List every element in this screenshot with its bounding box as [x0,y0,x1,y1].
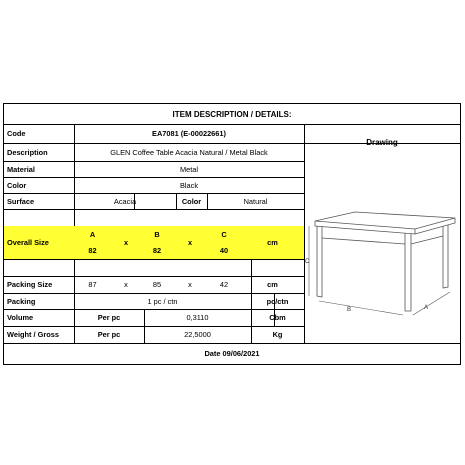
drawing-label: Drawing [366,138,398,147]
dim-c-value: 40 [207,242,241,259]
tabletop-side [415,218,455,234]
weight-label: Weight / Gross [7,330,60,339]
sheet-title: ITEM DESCRIPTION / DETAILS: [172,109,292,119]
blank-row [4,209,304,226]
times-sign: x [124,280,128,289]
overall-size-label: Overall Size [4,226,74,259]
volume-unit: Cbm [269,313,286,322]
dim-b-line [319,301,403,315]
packing-unit: pc/ctn [266,296,289,306]
packing-size-unit: cm [267,280,278,289]
leg-back-right [443,225,448,288]
dim-c-header: C [207,226,241,242]
color-value: Black [179,180,199,190]
leg-front-left [317,226,322,297]
packing-a-value: 87 [88,280,97,289]
packing-label: Packing [7,296,36,306]
dim-a-header: A [74,226,111,242]
material-value: Metal [179,164,199,174]
color-label: Color [7,180,27,190]
volume-label: Volume [7,313,34,322]
surface-label: Surface [7,196,35,206]
packing-value: 1 pc / ctn [147,296,178,306]
dim-b-header: B [141,226,173,242]
tabletop-top [315,212,455,229]
surface-value: Acacia [113,196,137,206]
leg-front-right [405,233,411,311]
code-label: Code [7,129,26,138]
dim-b-value: 82 [141,242,173,259]
dim-b-label: B [347,307,352,313]
material-label: Material [7,164,35,174]
weight-per-label: Per pc [97,330,121,339]
table-drawing [305,110,459,330]
packing-size-label: Packing Size [7,280,53,289]
packing-b-value: 85 [152,280,162,289]
times-sign: x [188,280,192,289]
surface-color-label: Color [181,196,202,206]
surface-color-value: Natural [243,196,268,206]
overall-size-unit: cm [241,226,304,259]
packing-c-value: 42 [219,280,229,289]
description-label: Description [7,147,48,157]
dim-a-line [413,292,450,315]
description-value: GLEN Coffee Table Acacia Natural / Metal Black [110,147,268,157]
weight-unit: Kg [272,330,283,339]
times-sign: x [173,226,207,259]
dim-a-label: A [424,305,429,311]
volume-per-label: Per pc [97,313,121,322]
date-row: Date 09/06/2021 [204,349,260,358]
volume-value: 0,3110 [186,313,209,322]
dim-c-label: C [305,259,310,265]
weight-value: 22,5000 [184,330,211,339]
blank-row [4,259,304,276]
code-value: EA7081 (E-00022661) [152,129,226,138]
dim-a-value: 82 [74,242,111,259]
times-sign: x [111,226,141,259]
